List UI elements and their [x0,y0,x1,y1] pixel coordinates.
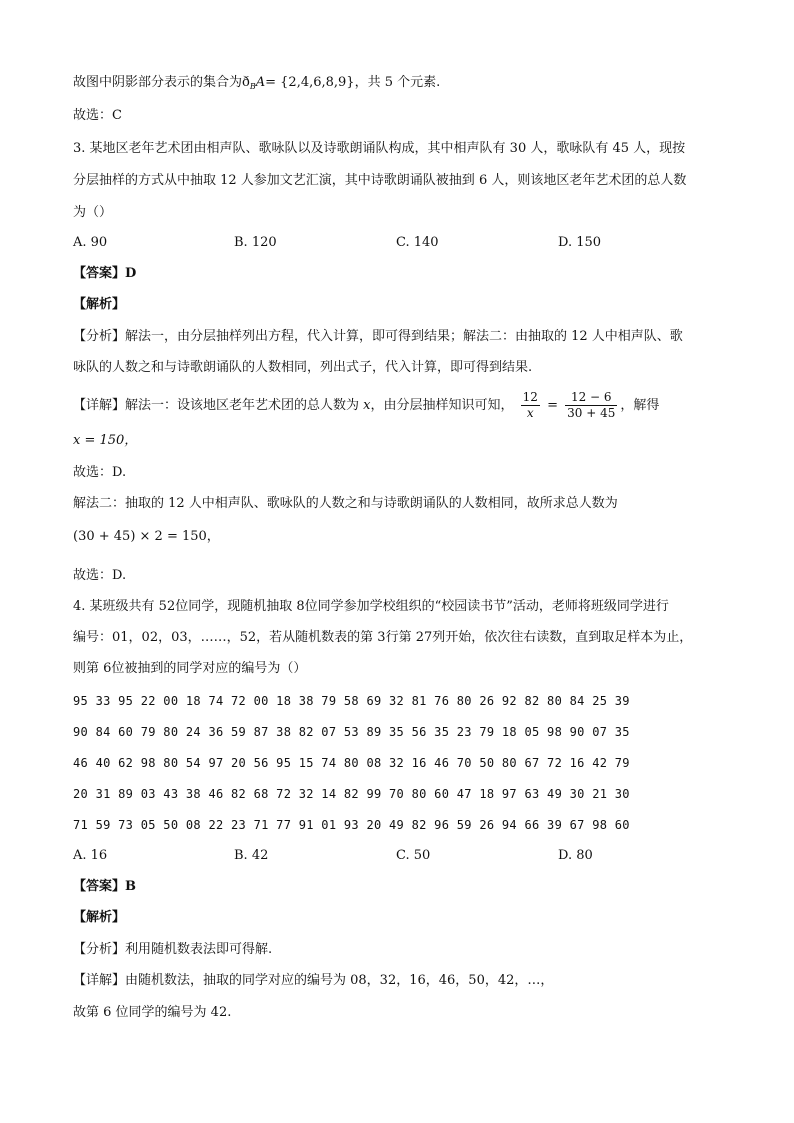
q4-xiangjie: 【详解】由随机数法，抽取的同学对应的编号为 08，32，16，46，50，42，…， [73,973,554,988]
q4-option-c: C. 50 [396,848,431,863]
set-conclusion-line [73,73,440,97]
q3-xiangjie-line: 【详解】解法一：设该地区老年艺术团的总人数为 x，由分层抽样知识可知， $\frac{12}{x}$ = $\frac{12 - 6}{30 + 45}$ ，解得 [73,390,660,420]
complement-symbol: $ð_BA$ [242,75,266,91]
set-expression: = {2,4,6,8,9} [265,75,355,90]
q3-fenxi-line-2: 咏队的人数之和与诗歌朗诵队的人数相同，列出式子，代入计算，即可得到结果. [73,360,533,375]
random-table-row: 95 33 95 22 00 18 74 72 00 18 38 79 58 69 32 81 76 80 26 92 82 80 84 25 39 [73,694,630,708]
q3-xiangjie-text: 【详解】解法一：设该地区老年艺术团的总人数为 [73,398,360,413]
q4-option-a: A. 16 [73,848,108,863]
random-table-row: 90 84 60 79 80 24 36 59 87 38 82 07 53 89 35 56 35 23 79 18 05 98 90 07 35 [73,725,630,739]
set-conclusion-tail: ，共 5 个元素. [354,75,441,90]
fraction-rhs: $\frac{12 - 6}{30 + 45}$ [567,390,616,420]
q3-stem-line-2: 分层抽样的方式从中抽取 12 人参加文艺汇演，其中诗歌朗诵队被抽到 6 人，则该地区老年艺术团的总人数 [73,173,687,188]
q4-option-b: B. 42 [234,848,269,863]
q3-answer: 【答案】D [73,266,137,281]
q4-analysis-label: 【解析】 [73,910,126,925]
q3-option-c: C. 140 [396,235,439,250]
random-table-row: 20 31 89 03 43 38 46 82 68 72 32 14 82 99 70 80 60 47 18 97 63 49 30 21 30 [73,787,630,801]
q3-option-b: B. 120 [234,235,277,250]
q3-analysis-label: 【解析】 [73,297,126,312]
q3-stem-line-3: 为（） [73,205,113,220]
q4-conclusion: 故第 6 位同学的编号为 42. [73,1005,232,1020]
q4-option-d: D. 80 [558,848,593,863]
q3-result-line: x = 150， [73,433,138,448]
q4-answer: 【答案】B [73,879,136,894]
q3-xiangjie-post: ，解得 [620,398,660,413]
q3-choice-1: 故选：D. [73,465,127,480]
set-conclusion-text: 故图中阴影部分表示的集合为 [73,75,243,90]
q3-variable-x: x [363,398,371,413]
q3-method2-line-1: 解法二：抽取的 12 人中相声队、歌咏队的人数之和与诗歌朗诵队的人数相同，故所求总人数为 [73,496,618,511]
q3-choice-2: 故选：D. [73,568,127,583]
q3-method2-line-2: (30 + 45) × 2 = 150， [73,529,220,544]
q4-stem-line-1: 4. 某班级共有 52位同学，现随机抽取 8位同学参加学校组织的“校园读书节”活动，老师将班级同学进行 [73,599,669,614]
q4-stem-line-2: 编号：01，02，03，……，52，若从随机数表的第 3行第 27列开始，依次往右读数，直到取足样本为止， [73,630,693,645]
random-table-row: 71 59 73 05 50 08 22 23 71 77 91 01 93 20 49 82 96 59 26 94 66 39 67 98 60 [73,818,630,832]
q3-option-d: D. 150 [558,235,602,250]
q4-fenxi: 【分析】利用随机数表法即可得解. [73,942,273,957]
q4-stem-line-3: 则第 6位被抽到的同学对应的编号为（） [73,661,307,676]
q3-fenxi-line-1: 【分析】解法一，由分层抽样列出方程，代入计算，即可得到结果；解法二：由抽取的 12 人中相声队、歌 [73,329,683,344]
fraction-12-over-x: $\frac{12}{x}$ [522,390,538,420]
q3-stem-line-1: 3. 某地区老年艺术团由相声队、歌咏队以及诗歌朗诵队构成，其中相声队有 30 人，歌咏队有 45 人，现按 [73,141,686,156]
q3-xiangjie-mid: ，由分层抽样知识可知， [370,398,514,413]
q2-choice: 故选：C [73,108,122,123]
random-table-row: 46 40 62 98 80 54 97 20 56 95 15 74 80 08 32 16 46 70 50 80 67 72 16 42 79 [73,756,630,770]
q3-option-a: A. 90 [73,235,108,250]
